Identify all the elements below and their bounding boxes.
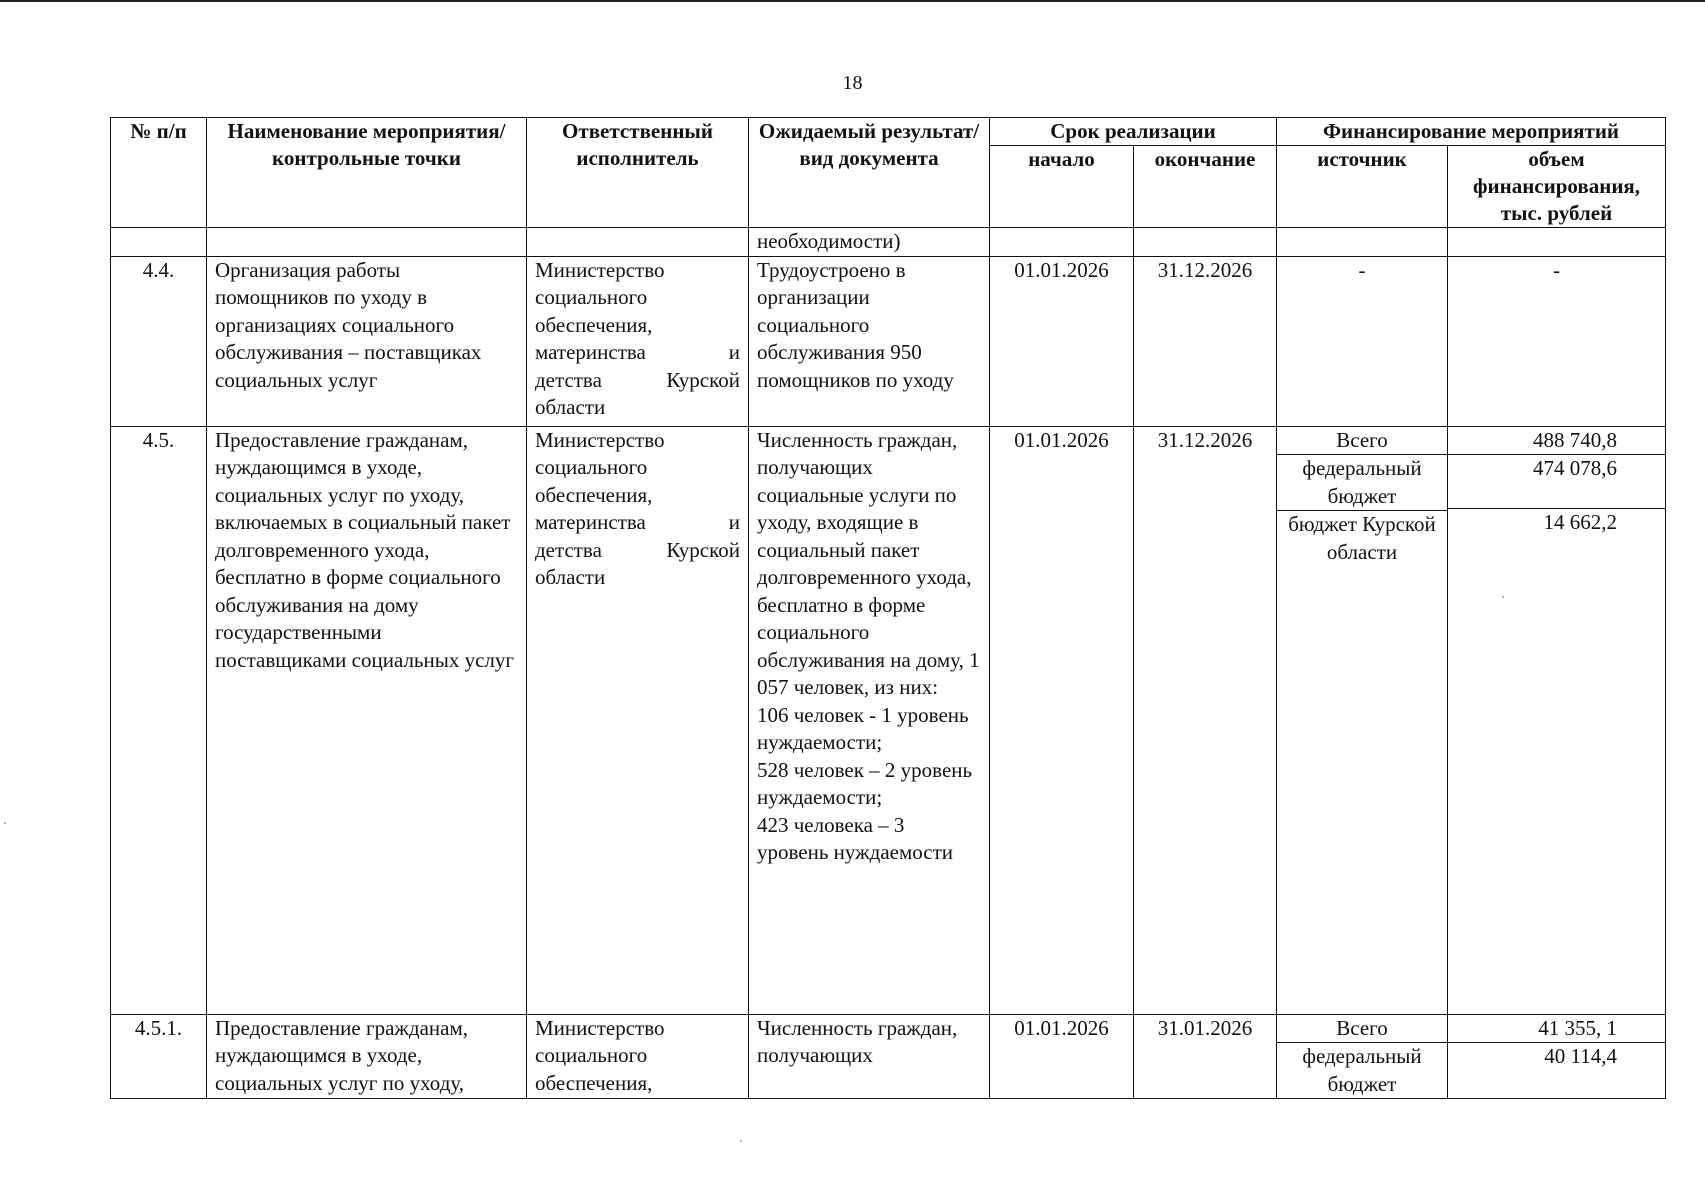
funding-sources [1277, 426, 1448, 1014]
row-number: 4.5.1. [111, 1014, 207, 1099]
funding-volume-regional: 14 662,2 [1543, 509, 1617, 534]
expected-result: Трудоустроено в организации социального обслуживания 950 помощников по уходу [749, 256, 990, 426]
header-period: Срок реализации [990, 118, 1277, 146]
executor: Министерство социального обеспечения, [527, 1014, 749, 1099]
scan-speck [1502, 596, 1504, 598]
header-num: № п/п [111, 118, 207, 228]
cell-empty [1277, 228, 1448, 257]
end-date: 31.12.2026 [1134, 426, 1277, 1014]
table-header [111, 118, 1666, 228]
funding-source-regional: бюджет Курской области [1288, 512, 1436, 564]
table-row [111, 256, 1666, 426]
funding-volume-federal: 40 114,4 [1544, 1043, 1617, 1068]
table-row [111, 426, 1666, 1014]
funding-volume: - [1448, 256, 1666, 426]
funding-source-federal: федеральный бюджет [1302, 1044, 1422, 1096]
table-row-carry-over [111, 228, 1666, 257]
scan-speck [740, 1140, 742, 1142]
measure-name: Предоставление гражданам, нуждающимся в уходе, социальных услуг по уходу, [207, 1014, 527, 1099]
header-result: Ожидаемый результат/вид документа [749, 118, 990, 228]
funding-volumes [1448, 426, 1666, 1014]
cell-empty [1448, 228, 1666, 257]
executor: Министерство социального обеспечения, материнства и детства Курской области [527, 256, 749, 426]
funding-volume-federal: 474 078,6 [1448, 455, 1665, 509]
header-financing: Финансирование мероприятий [1277, 118, 1666, 146]
funding-volume-total: 488 740,8 [1448, 427, 1665, 455]
executor: Министерство социального обеспечения, материнства и детства Курской области [527, 426, 749, 1014]
header-executor: Ответственный исполнитель [527, 118, 749, 228]
funding-sources [1277, 1014, 1448, 1099]
cell-empty [111, 228, 207, 257]
start-date: 01.01.2026 [990, 1014, 1134, 1099]
top-rule [0, 0, 1705, 2]
funding-source-total: Всего [1277, 1015, 1447, 1044]
funding-source: - [1277, 256, 1448, 426]
cell-empty [527, 228, 749, 257]
funding-volume-total: 41 355, 1 [1448, 1015, 1665, 1043]
header-start: начало [990, 146, 1134, 228]
funding-source-federal: федеральный бюджет [1277, 455, 1447, 511]
header-name: Наименование мероприятия/контрольные точки [207, 118, 527, 228]
measures-table [110, 117, 1666, 1099]
measure-name: Организация работы помощников по уходу в организациях социального обслуживания – поставщиках социальных услуг [207, 256, 527, 426]
start-date: 01.01.2026 [990, 256, 1134, 426]
header-end: окончание [1134, 146, 1277, 228]
funding-volumes [1448, 1014, 1666, 1099]
end-date: 31.12.2026 [1134, 256, 1277, 426]
scan-speck [4, 822, 6, 824]
table-row [111, 1014, 1666, 1099]
funding-source-total: Всего [1277, 427, 1447, 456]
cell-empty [1134, 228, 1277, 257]
header-volume: объем финансирования, тыс. рублей [1448, 146, 1666, 228]
header-source: источник [1277, 146, 1448, 228]
measure-name: Предоставление гражданам, нуждающимся в уходе, социальных услуг по уходу, включаемых в социальный пакет долговременного ухода, бесплатно в форме социального обслуживания на дому государственными поставщиками социальных услуг [207, 426, 527, 1014]
expected-result: Численность граждан, получающих социальные услуги по уходу, входящие в социальный пакет долговременного ухода, бесплатно в форме социального обслуживания на дому, 1 057 человек, из них: 106 человек - 1 уровень нуждаемости; 528 человек – 2 уровень нуждаемости; 423 человека – 3 уровень нуждаемости [749, 426, 990, 1014]
row-number: 4.5. [111, 426, 207, 1014]
end-date: 31.01.2026 [1134, 1014, 1277, 1099]
page-number: 18 [842, 72, 863, 94]
cell-empty [207, 228, 527, 257]
carry-over-result: необходимости) [749, 228, 990, 257]
row-number: 4.4. [111, 256, 207, 426]
expected-result: Численность граждан, получающих [749, 1014, 990, 1099]
cell-empty [990, 228, 1134, 257]
start-date: 01.01.2026 [990, 426, 1134, 1014]
